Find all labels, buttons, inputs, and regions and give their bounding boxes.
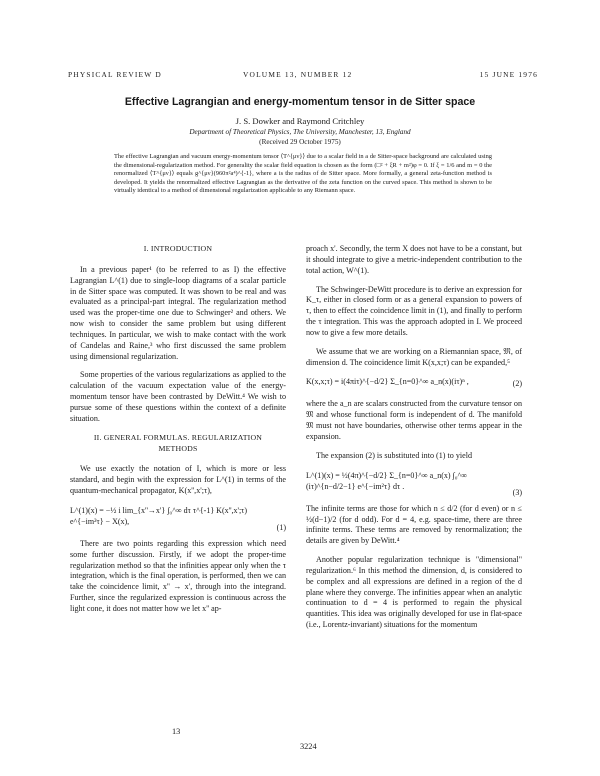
abstract: The effective Lagrangian and vacuum energy-momentum tensor ⟨T^{μν}⟩ due to a scalar field in a de Sitter-space background are calculated using the dimensional-regularization method. For generality the scalar field equation is chosen as the form (□² + ξR + m²)φ = 0. If ξ = 1/6 and m = 0 the renormalized ⟨T^{μν}⟩ equals g^{μν}(960π²a⁴)^{-1}, where a is the radius of de Sitter space. More formally, a general zeta-function method is developed. It yields the renormalized effective Lagrangian as the derivative of the zeta function on the curved space. This method is shown to be virtually identical to a method of dimensional regularization applicable to any Riemann space. xyxy=(114,153,492,195)
paragraph: The infinite terms are those for which n ≤ d/2 (for d even) or n ≤ ½(d−1)/2 (for d odd). For d = 4, e.g. space-time, there are three infinite terms. These terms are removed by renormalization; the details are given by DeWitt.⁴ xyxy=(306,503,522,546)
equation-body: L^(1)(x) = ½(4π)^{−d/2} Σ_{n=0}^∞ a_n(x) ∫₀^∞ (iτ)^{n−d/2−1} e^{−im²τ} dτ . xyxy=(306,470,467,491)
equation-2 xyxy=(306,376,522,387)
page-number: 3224 xyxy=(300,742,317,751)
paragraph: The expansion (2) is substituted into (1) to yield xyxy=(316,450,473,460)
paragraph: We use exactly the notation of I, which is more or less standard, and begin with the expression for L^(1) in terms of the quantum-mechanical propagator, K(x'',x';τ), xyxy=(70,464,286,496)
left-column xyxy=(70,244,286,623)
equation-1 xyxy=(70,505,286,532)
article-title: Effective Lagrangian and energy-momentum tensor in de Sitter space xyxy=(124,96,476,108)
volume-number: VOLUME 13, NUMBER 12 xyxy=(243,70,353,79)
running-header xyxy=(68,70,538,82)
paragraph: proach x'. Secondly, the term X does not have to be a constant, but it should integrate to give a metric-independent contribution to the total action, W^(1). xyxy=(306,244,522,275)
equation-3 xyxy=(306,470,522,497)
paragraph: Another popular regularization technique is "dimensional" regularization.⁶ In this method the dimension, d, is considered to be complex and all expressions are defined in a region of the d plane where they converge. The infinities appear when an analytic continuation to d = 4 is performed to regain the physical quantities. This idea was originally developed for use in flat-space (i.e., Lorentz-invariant) situations for the momentum xyxy=(306,555,522,630)
paragraph: The Schwinger-DeWitt procedure is to derive an expression for K_τ, either in closed form or as a general expansion to powers of τ, then to effect the coincidence limit in (1), and finally to perform the τ integration. This was the approach adopted in I. We proceed now to give a few more details. xyxy=(306,284,522,337)
authors: J. S. Dowker and Raymond Critchley xyxy=(235,116,365,126)
received-date: (Received 29 October 1975) xyxy=(259,138,341,146)
equation-number: (3) xyxy=(512,487,522,497)
paragraph: There are two points regarding this expression which need some further discussion. Firstly, if we adopt the proper-time regularization method so that the infinities appear only when the τ integration, which is the final operation, is performed, then we can take the coincidence limit, x'' → x', through into the integrand. Further, since the regularized expression is continuous across the light cone, it does not matter how we let x'' ap- xyxy=(70,538,286,613)
equation-number: (2) xyxy=(512,379,522,389)
paragraph: In a previous paper¹ (to be referred to as I) the effective Lagrangian L^(1) due to single-loop diagrams of a scalar particle in de Sitter space was computed. It was shown to be real and was evaluated as a principal-part integral. The regularization method used was the proper-time one due to Schwinger² and others. We now wish to consider the same problem but using different techniques. In particular, we wish to make contact with the work of Candelas and Raine,³ who first discussed the same problem using dimensional regularization. xyxy=(70,264,286,361)
paragraph: We assume that we are working on a Riemannian space, 𝔐, of dimension d. The coincidence limit K(x,x;τ) can be expanded,⁵ xyxy=(306,346,522,367)
paragraph: Some properties of the various regularizations as applied to the calculation of the vacuum expectation value of the energy-momentum tensor have been contrasted by DeWitt.⁴ We wish to pursue some of these questions within the context of a definite situation. xyxy=(70,370,286,423)
affiliation: Department of Theoretical Physics, The University, Manchester, 13, England xyxy=(189,128,411,136)
equation-number: (1) xyxy=(276,522,286,532)
equation-body: L^(1)(x) = −½ i lim_{x''→x'} ∫₀^∞ dτ τ^{-1} K(x'',x';τ) e^{−im²τ} − X(x), xyxy=(70,505,248,526)
paragraph: where the a_n are scalars constructed from the curvature tensor on 𝔐 and whose functional form is independent of d. The manifold 𝔐 must not have boundaries, otherwise other terms appear in the expansion. xyxy=(306,399,522,441)
section-heading-general-formulas xyxy=(70,433,286,455)
issue-date: 15 JUNE 1976 xyxy=(479,70,538,79)
section-heading-line: II. GENERAL FORMULAS. REGULARIZATION xyxy=(93,432,263,442)
section-heading-line: METHODS xyxy=(158,443,198,453)
column-page-mark: 13 xyxy=(172,727,181,736)
equation-body: K(x,x;τ) = i(4πiτ)^{−d/2} Σ_{n=0}^∞ a_n(x)(iτ)ⁿ , xyxy=(306,377,469,387)
right-column xyxy=(306,244,522,639)
section-heading-introduction: I. INTRODUCTION xyxy=(143,244,213,253)
journal-name: PHYSICAL REVIEW D xyxy=(68,70,162,79)
